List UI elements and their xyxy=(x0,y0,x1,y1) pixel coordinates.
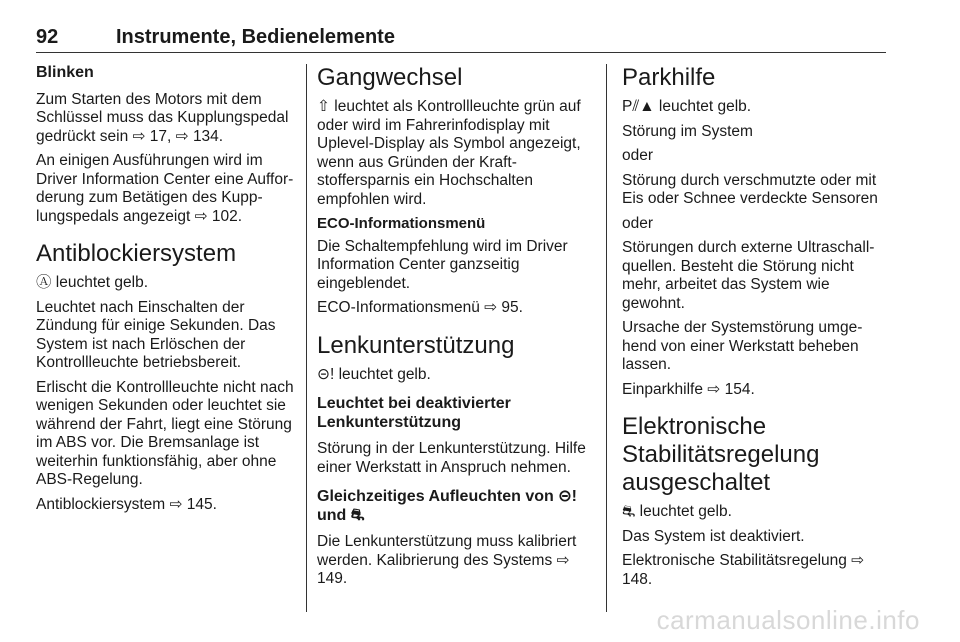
section-heading-blinken: Blinken xyxy=(36,64,94,81)
paragraph: Störung in der Lenkunterstützung. Hilfe einer Werkstatt in Anspruch nehmen. xyxy=(317,440,586,476)
sub-heading-eco: ECO-Informationsmenü xyxy=(317,215,486,232)
cross-reference: Elektronische Stabilitätsregelung ⇨ 148. xyxy=(622,552,865,588)
column-2 xyxy=(317,64,593,595)
abs-warning-line: Ⓐ leuchtet gelb. xyxy=(36,274,149,291)
paragraph: Das System ist deaktiviert. xyxy=(622,527,805,545)
column-divider-1 xyxy=(306,64,307,612)
paragraph: ⊝! leuchtet gelb. xyxy=(317,365,431,383)
page-number: 92 xyxy=(36,26,59,48)
paragraph: oder xyxy=(622,147,654,164)
cross-reference: Antiblockiersystem ⇨ 145. xyxy=(36,495,217,513)
paragraph: An einigen Ausführungen wird im Driver Information Center eine Aufforderung zum Betätigen des Kupplungspedals angezeigt ⇨ 102. xyxy=(36,152,294,225)
paragraph: Störung im System xyxy=(622,122,753,140)
paragraph: Leuchtet nach Einschalten der Zündung für einige Sekunden. Das System ist nach Erlöschen der Kontrollleuchte betriebsbereit. xyxy=(36,298,276,371)
section-heading-parkhilfe: Parkhilfe xyxy=(622,64,716,91)
section-heading-gangwechsel: Gangwechsel xyxy=(317,64,463,91)
watermark: carmanualsonline.info xyxy=(656,605,920,635)
page-header xyxy=(36,26,886,53)
sub-heading-gleichzeitig: Gleichzeitiges Aufleuchten von ⊝! und ⛐ xyxy=(317,488,577,524)
chapter-title: Instrumente, Bedienelemente xyxy=(116,26,395,48)
cross-reference: Einparkhilfe ⇨ 154. xyxy=(622,380,755,398)
paragraph: oder xyxy=(622,214,654,232)
paragraph: Störung durch verschmutzte oder mit Eis oder Schnee verdeckte Sensoren xyxy=(622,171,878,207)
sub-heading-deaktiviert: Leuchtet bei deaktivierter Lenkunterstützung xyxy=(317,395,511,431)
cross-reference: ECO-Informationsmenü ⇨ 95. xyxy=(317,299,523,316)
section-heading-esc: Elektronische Stabilitätsregelung ausgeschaltet xyxy=(622,413,820,496)
paragraph: Erlischt die Kontrollleuchte nicht nach wenigen Sekunden oder leuchtet sie während der Fahrt, liegt eine Störung im ABS vor. Die Bremsanlage ist weiterhin funktionsfähig, aber ohne ABS-Regelung. xyxy=(36,378,294,488)
paragraph: ⇧ leuchtet als Kontrollleuchte grün auf oder wird im Fahrerinfodisplay mit Uplevel-Display als Symbol angezeigt, wenn aus Gründen der Kraftstoffersparnis ein Hochschalten empfohlen wird. xyxy=(317,98,581,208)
paragraph: Störungen durch externe Ultraschallquellen. Besteht die Störung nicht mehr, arbeitet das System wie gewohnt. xyxy=(622,239,875,312)
column-3 xyxy=(622,64,890,595)
column-divider-2 xyxy=(606,64,607,612)
paragraph: Die Lenkunterstützung muss kalibriert werden. Kalibrierung des Systems ⇨ 149. xyxy=(317,533,577,587)
paragraph: Ursache der Systemstörung umgehend von einer Werkstatt beheben lassen. xyxy=(622,319,863,373)
paragraph: Die Schaltempfehlung wird im Driver Information Center ganzseitig eingeblendet. xyxy=(317,237,568,292)
paragraph: Zum Starten des Motors mit dem Schlüssel muss das Kupplungspedal gedrückt sein ⇨ 17, ⇨ 134. xyxy=(36,90,289,145)
section-heading-lenkunterstuetzung: Lenkunterstützung xyxy=(317,331,515,359)
column-1 xyxy=(36,64,298,520)
paragraph: P⫽▲ leuchtet gelb. xyxy=(622,98,752,115)
section-heading-abs: Antiblockiersystem xyxy=(36,240,237,267)
paragraph: ⛐ leuchtet gelb. xyxy=(622,503,732,520)
